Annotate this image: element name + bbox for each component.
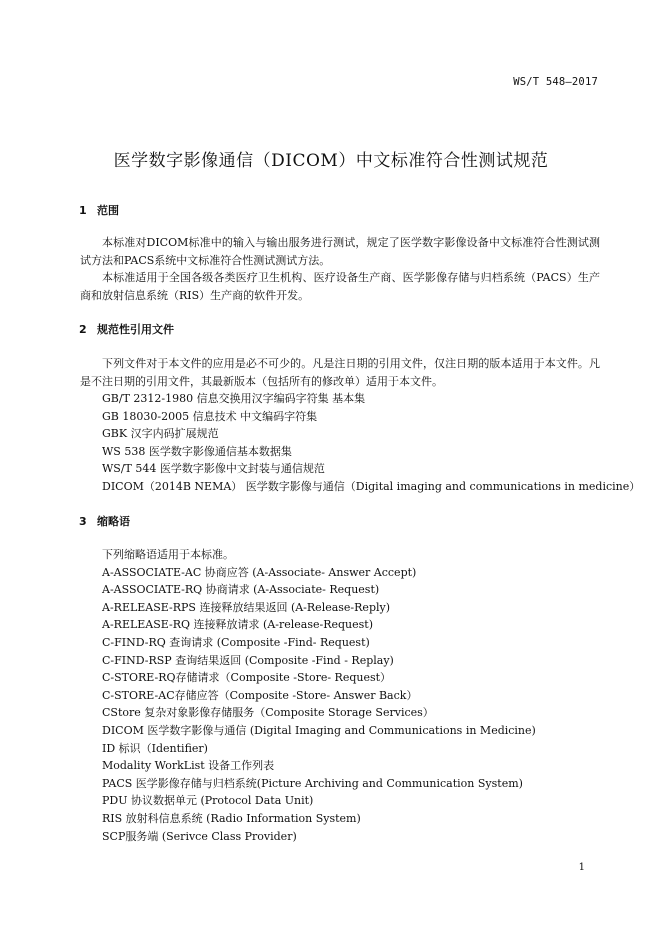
section-title: 规范性引用文件 bbox=[97, 323, 174, 336]
list-item: C-STORE-AC存储应答（Composite -Store- Answer Back） bbox=[102, 688, 418, 702]
abbreviations-intro: 下列缩略语适用于本标准。 bbox=[102, 548, 234, 561]
section-1-heading bbox=[79, 202, 119, 218]
list-item: PACS 医学影像存储与归档系统(Picture Archiving and Communication System) bbox=[102, 776, 523, 790]
section-title: 缩略语 bbox=[97, 515, 130, 528]
section-number: 3 bbox=[79, 515, 87, 528]
list-item: A-ASSOCIATE-AC 协商应答 (A-Associate- Answer Accept) bbox=[102, 565, 417, 579]
list-item: Modality WorkList 设备工作列表 bbox=[102, 759, 275, 773]
references-intro-paragraph: 下列文件对于本文件的应用是必不可少的。凡是注日期的引用文件，仅注日期的版本适用于本文件。凡是不注日期的引用文件，其最新版本（包括所有的修改单）适用于本文件。 bbox=[80, 357, 600, 388]
abbreviations-list bbox=[102, 546, 612, 845]
section-title: 范围 bbox=[97, 204, 119, 217]
page-number: 1 bbox=[578, 862, 585, 873]
list-item: ID 标识（Identifier) bbox=[102, 741, 208, 755]
list-item: SCP服务端 (Serivce Class Provider) bbox=[102, 829, 297, 843]
standard-code: WS/T 548—2017 bbox=[513, 76, 598, 88]
list-item: WS/T 544 医学数字影像中文封装与通信规范 bbox=[102, 462, 325, 476]
scope-paragraph-2: 本标准适用于全国各级各类医疗卫生机构、医疗设备生产商、医学影像存储与归档系统（PACS）生产商和放射信息系统（RIS）生产商的软件开发。 bbox=[80, 271, 600, 302]
list-item: DICOM（2014B NEMA） 医学数字影像与通信（Digital imaging and communications in medicine） bbox=[102, 479, 641, 493]
section-number: 1 bbox=[79, 204, 87, 217]
section-3-heading bbox=[79, 513, 130, 529]
list-item: A-RELEASE-RQ 连接释放请求 (A-release-Request) bbox=[102, 618, 373, 632]
list-item: PDU 协议数据单元 (Protocol Data Unit) bbox=[102, 794, 314, 808]
list-item: A-RELEASE-RPS 连接释放结果返回 (A-Release-Reply) bbox=[102, 600, 391, 614]
normative-references-list bbox=[102, 390, 641, 496]
list-item: GBK 汉字内码扩展规范 bbox=[102, 427, 219, 441]
document-title: 医学数字影像通信（DICOM）中文标准符合性测试规范 bbox=[113, 151, 549, 171]
list-item: RIS 放射科信息系统 (Radio Information System) bbox=[102, 811, 361, 825]
list-item: A-ASSOCIATE-RQ 协商请求 (A-Associate- Request) bbox=[102, 583, 380, 597]
list-item: CStore 复杂对象影像存储服务（Composite Storage Services） bbox=[102, 706, 434, 720]
list-item: C-FIND-RSP 查询结果返回 (Composite -Find - Replay) bbox=[102, 653, 394, 667]
scope-paragraph-1: 本标准对DICOM标准中的输入与输出服务进行测试，规定了医学数字影像设备中文标准符合性测试测试方法和PACS系统中文标准符合性测试测试方法。 bbox=[80, 236, 600, 267]
list-item: C-FIND-RQ 查询请求 (Composite -Find- Request) bbox=[102, 635, 370, 649]
list-item: DICOM 医学数字影像与通信 (Digital Imaging and Communications in Medicine) bbox=[102, 723, 536, 737]
section-number: 2 bbox=[79, 323, 87, 336]
list-item: C-STORE-RQ存储请求（Composite -Store- Request） bbox=[102, 671, 392, 685]
list-item: GB/T 2312-1980 信息交换用汉字编码字符集 基本集 bbox=[102, 392, 366, 405]
list-item: GB 18030-2005 信息技术 中文编码字符集 bbox=[102, 409, 318, 423]
section-2-heading bbox=[79, 321, 174, 337]
list-item: WS 538 医学数字影像通信基本数据集 bbox=[102, 444, 292, 458]
